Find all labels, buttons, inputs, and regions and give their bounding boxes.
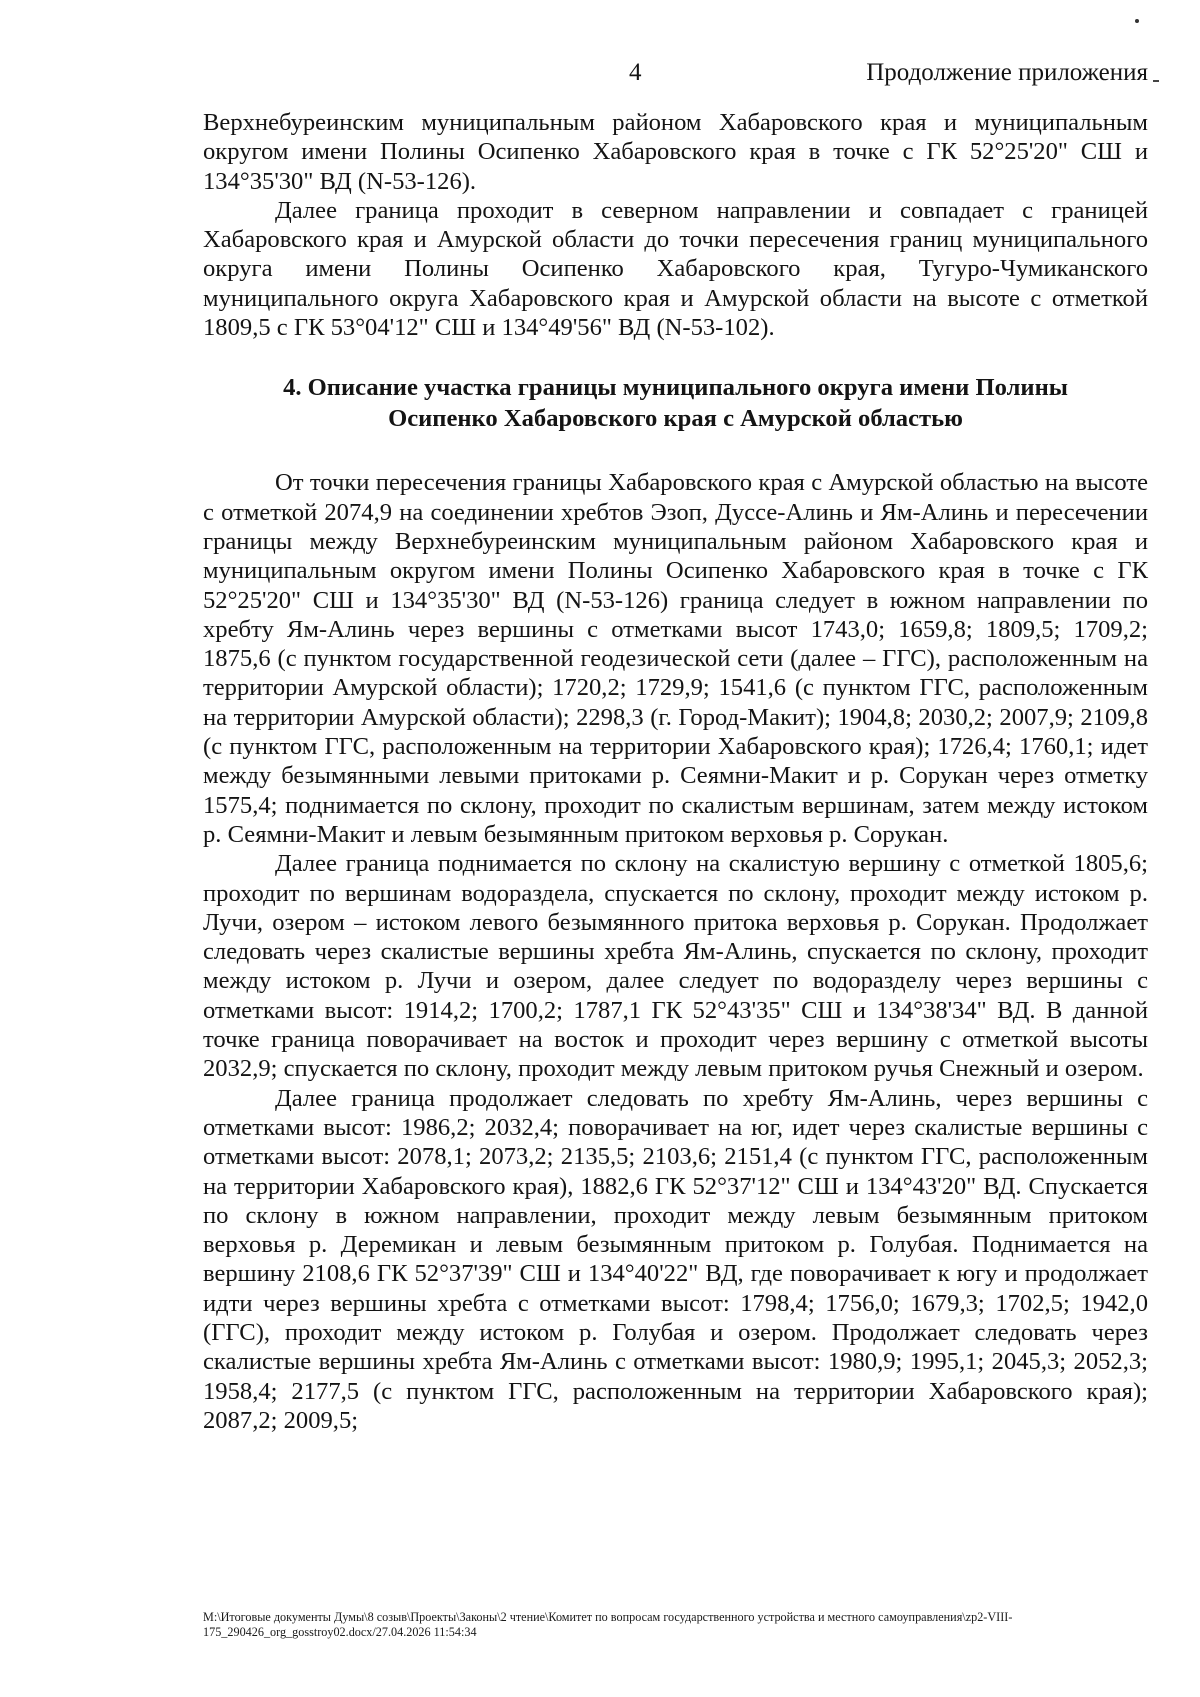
section-heading-line-2: Осипенко Хабаровского края с Амурской областью: [388, 405, 963, 433]
scan-speck: [1135, 19, 1139, 23]
paragraph-boundary-north: Далее граница проходит в северном направлении и совпадает с границей Хабаровского края и Амурской области до точки пересечения границ муниципального округа имени Полины Осипенко Хабаровского края, Тугуро-Чумиканского муниципального округа Хабаровского края и Амурской области на высоте с отметкой 1809,5 с ГК 53°04'12" СШ и 134°49'56" ВД (N-53-102).: [203, 196, 1148, 342]
paragraph-boundary-start: От точки пересечения границы Хабаровского края с Амурской областью на высоте с отметкой 2074,9 на соединении хребтов Эзоп, Дуссе-Алинь и Ям-Алинь и пересечении границы между Верхнебуреинским муниципальным районом Хабаровского края и муниципальным округом имени Полины Осипенко Хабаровского края в точке с ГК 52°25'20" СШ и 134°35'30" ВД (N-53-126) граница следует в южном направлении по хребту Ям-Алинь через вершины с отметками высот 1743,0; 1659,8; 1809,5; 1709,2; 1875,6 (с пунктом государственной геодезической сети (далее – ГГС), расположенным на территории Амурской области); 1720,2; 1729,9; 1541,6 (с пунктом ГГС, расположенным на территории Амурской области); 2298,3 (г. Город-Макит); 1904,8; 2030,2; 2007,9; 2109,8 (с пунктом ГГС, расположенным на территории Хабаровского края); 1726,4; 1760,1; идет между безымянными левыми притоками р. Сеямни-Макит и р. Сорукан через отметку 1575,4; поднимается по склону, проходит по скалистым вершинам, затем между истоком р. Сеямни-Макит и левым безымянным притоком верховья р. Сорукан.: [203, 469, 1148, 848]
page-number: 4: [629, 59, 642, 86]
section-heading: [203, 372, 1148, 434]
paragraph-continuation: Верхнебуреинским муниципальным районом Хабаровского края и муниципальным округом имени Полины Осипенко Хабаровского края в точке с ГК 52°25'20" СШ и 134°35'30" ВД (N-53-126).: [203, 109, 1148, 195]
paragraph-boundary-continues: Далее граница поднимается по склону на скалистую вершину с отметкой 1805,6; проходит по вершинам водораздела, спускается по склону, проходит между истоком р. Лучи, озером – истоком левого безымянного притока верховья р. Сорукан. Продолжает следовать через скалистые вершины хребта Ям-Алинь, спускается по склону, проходит между истоком р. Лучи и озером, далее следует по водоразделу через вершины с отметками высот: 1914,2; 1700,2; 1787,1 ГК 52°43'35" СШ и 134°38'34" ВД. В данной точке граница поворачивает на восток и проходит через вершину с отметкой высоты 2032,9; спускается по склону, проходит между левым притоком ручья Снежный и озером.: [203, 850, 1148, 1083]
section-heading-line-1: 4. Описание участка границы муниципального округа имени Полины: [283, 374, 1068, 402]
document-body: [203, 108, 1148, 1435]
paragraph-boundary-ridge: Далее граница продолжает следовать по хребту Ям-Алинь, через вершины с отметками высот: 1986,2; 2032,4; поворачивает на юг, идет через скалистые вершины с отметками высот: 2078,1; 2073,2; 2135,5; 2103,6; 2151,4 (с пунктом ГГС, расположенным на территории Хабаровского края), 1882,6 ГК 52°37'12" СШ и 134°43'20" ВД. Спускается по склону в южном направлении, проходит между левым безымянным притоком верховья р. Деремикан и левым безымянным притоком р. Голубая. Поднимается на вершину 2108,6 ГК 52°37'39" СШ и 134°40'22" ВД, где поворачивает к югу и продолжает идти через вершины хребта с отметками высот: 1798,4; 1756,0; 1679,3; 1702,5; 1942,0 (ГГС), проходит между истоком р. Голубая и озером. Продолжает следовать через скалистые вершины хребта Ям-Алинь с отметками высот: 1980,9; 1995,1; 2045,3; 2052,3; 1958,4; 2177,5 (с пунктом ГГС, расположенным на территории Хабаровского края); 2087,2; 2009,5;: [203, 1084, 1148, 1434]
file-path-footer: M:\Итоговые документы Думы\8 созыв\Проекты\Законы\2 чтение\Комитет по вопросам государственного устройства и местного самоуправления\zp2-VIII-175_290426_org_gosstroy02.docx/27.04.2026 11:54:34: [203, 1610, 1013, 1639]
running-header: Продолжение приложения: [866, 59, 1148, 86]
scan-mark: [1153, 80, 1159, 82]
